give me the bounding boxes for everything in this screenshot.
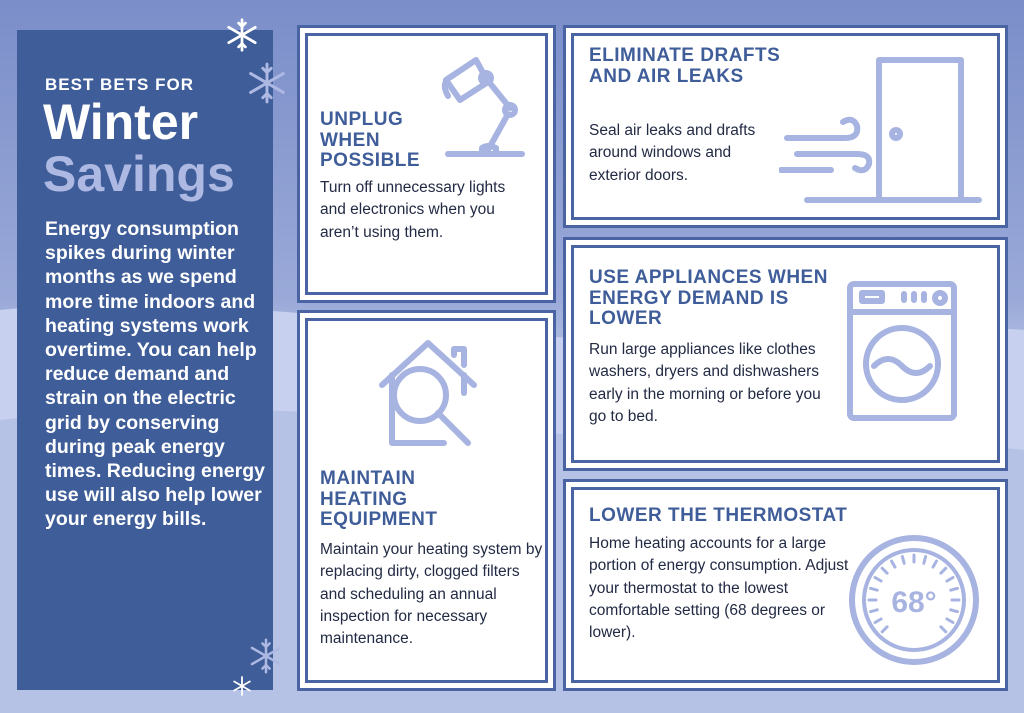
dial-tick bbox=[933, 561, 937, 567]
title-savings: Savings bbox=[43, 146, 235, 202]
dial-tick bbox=[875, 578, 881, 582]
snowflake-icon bbox=[248, 638, 284, 674]
house-magnifier-icon bbox=[368, 333, 488, 453]
snowflake-icon bbox=[225, 18, 259, 52]
card-thermostat bbox=[571, 487, 1000, 683]
snowflake-icon bbox=[232, 676, 252, 696]
card-drafts bbox=[571, 33, 1000, 220]
kicker-text: BEST BETS FOR bbox=[45, 75, 195, 94]
dial-tick bbox=[871, 588, 878, 590]
card-unplug bbox=[305, 33, 548, 295]
washing-machine-icon bbox=[844, 278, 960, 424]
dial-tick bbox=[902, 557, 904, 564]
card-drafts-text: Seal air leaks and drafts around windows and exterior doors. bbox=[589, 122, 756, 184]
card-heating-text: Maintain your heating system by replacing dirty, clogged filters and scheduling an annual inspection for necessary maintenance. bbox=[320, 541, 543, 648]
card-unplug-text: Turn off unnecessary lights and electronics when you aren’t using them. bbox=[320, 179, 506, 241]
intro-panel bbox=[17, 30, 273, 690]
dial-tick bbox=[951, 610, 958, 612]
card-heating-heading: MAINTAIN HEATING EQUIPMENT bbox=[320, 468, 438, 530]
dial-tick bbox=[875, 619, 881, 623]
dial-tick bbox=[871, 610, 878, 612]
door-draft-icon bbox=[779, 50, 994, 210]
dial-tick bbox=[947, 578, 953, 582]
card-unplug-heading: UNPLUG WHEN POSSIBLE bbox=[320, 109, 421, 171]
dial-tick bbox=[892, 561, 896, 567]
card-drafts-heading: ELIMINATE DRAFTS AND AIR LEAKS bbox=[589, 45, 781, 87]
intro-paragraph: Energy consumption spikes during winter months as we spend more time indoors and heating systems work overtime. You can help reduce demand and strain on the electric grid by conserving during peak energy times. Reducing energy use will also help lower your energy bills. bbox=[45, 218, 265, 531]
snowflake-icon bbox=[246, 62, 288, 104]
card-heating bbox=[305, 318, 548, 683]
dial-tick bbox=[882, 568, 887, 573]
dial-tick bbox=[941, 568, 946, 573]
dial-tick bbox=[882, 627, 887, 632]
dial-tick bbox=[924, 557, 926, 564]
thermostat-dial-value: 68° bbox=[891, 586, 937, 619]
card-thermostat-text: Home heating accounts for a large portion of energy consumption. Adjust your thermostat to the lowest comfortable setting (68 degrees or lower). bbox=[589, 535, 849, 642]
card-appliances-heading: USE APPLIANCES WHEN ENERGY DEMAND IS LOWER bbox=[589, 267, 828, 329]
dial-tick bbox=[941, 627, 946, 632]
dial-tick bbox=[947, 619, 953, 623]
card-thermostat-heading: LOWER THE THERMOSTAT bbox=[589, 505, 848, 526]
card-appliances bbox=[571, 245, 1000, 463]
card-appliances-text: Run large appliances like clothes washers, dryers and dishwashers early in the morning or before you go to bed. bbox=[589, 341, 821, 425]
title-winter: Winter bbox=[43, 94, 199, 150]
dial-tick bbox=[951, 588, 958, 590]
thermostat-icon bbox=[846, 532, 982, 668]
